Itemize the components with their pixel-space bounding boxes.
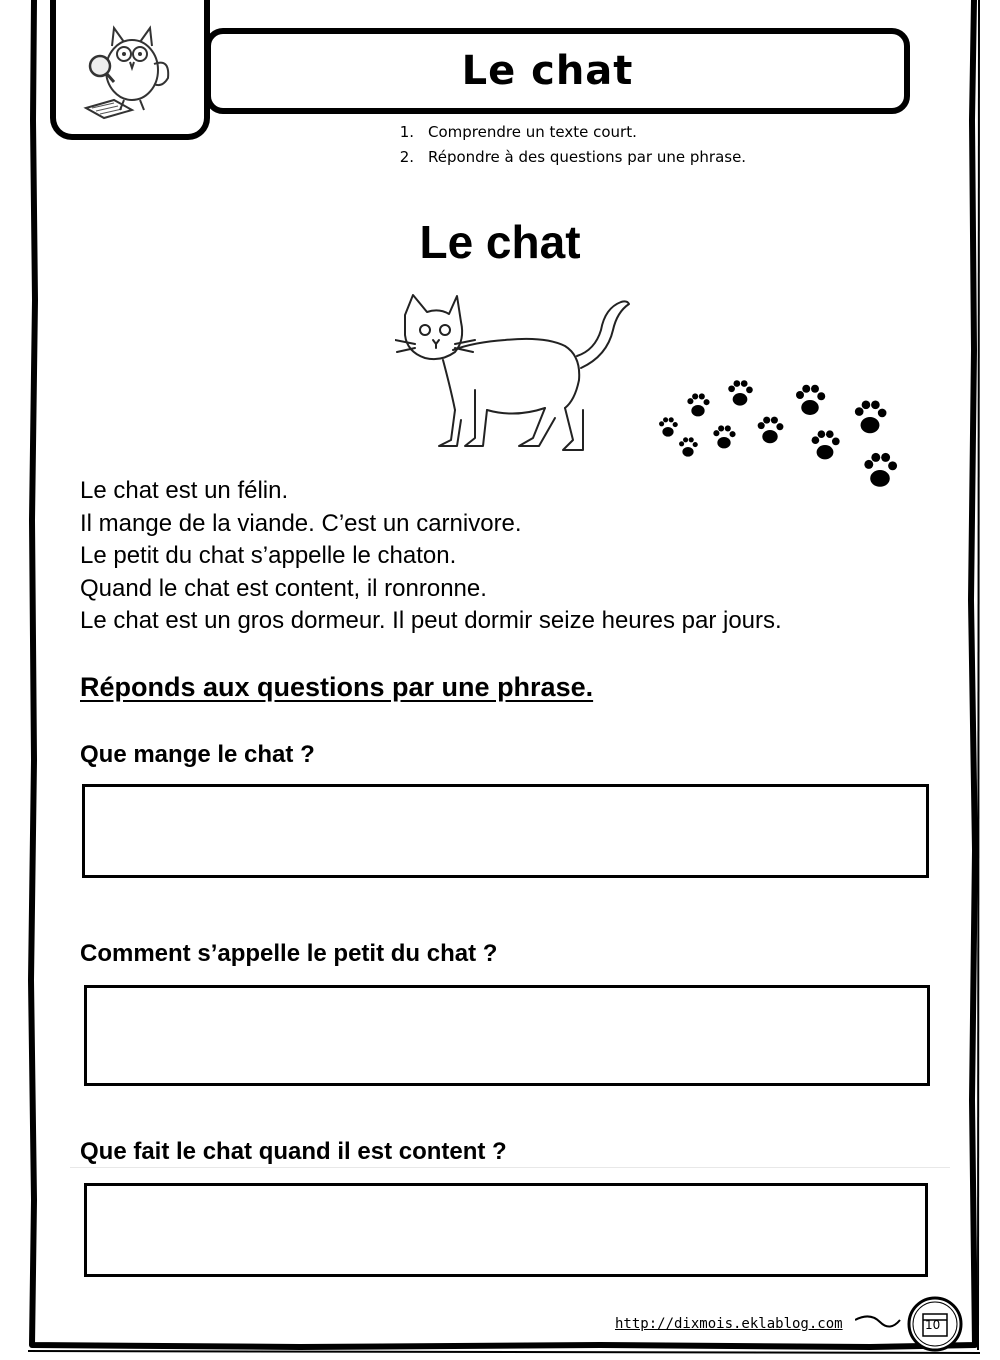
answer-box-3[interactable] bbox=[84, 1183, 928, 1277]
question-3: Que fait le chat quand il est content ? bbox=[80, 1138, 507, 1165]
story-line: Le petit du chat s’appelle le chaton. bbox=[80, 542, 457, 569]
answer-box-1[interactable] bbox=[82, 784, 929, 878]
objective-number: 2. bbox=[399, 148, 414, 166]
footer-url-link[interactable]: http://dixmois.eklablog.com bbox=[615, 1316, 843, 1332]
objective-item bbox=[380, 145, 746, 170]
story-line: Le chat est un félin. bbox=[80, 477, 289, 504]
story-text bbox=[80, 475, 782, 638]
story-line: Le chat est un gros dormeur. Il peut dormir seize heures par jours. bbox=[80, 607, 782, 634]
question-2: Comment s’appelle le petit du chat ? bbox=[80, 940, 498, 967]
divider bbox=[70, 1167, 950, 1168]
page-number-badge: 10 bbox=[925, 1318, 941, 1332]
calendar-badge-icon bbox=[855, 1292, 970, 1352]
objective-item bbox=[380, 120, 746, 145]
objective-number: 1. bbox=[399, 123, 414, 141]
owl-reading-icon bbox=[70, 18, 190, 128]
banner-title: Le chat bbox=[461, 48, 634, 94]
title-banner bbox=[205, 28, 910, 114]
story-line: Quand le chat est content, il ronronne. bbox=[80, 574, 487, 602]
question-1: Que mange le chat ? bbox=[80, 741, 315, 768]
objective-text: Répondre à des questions par une phrase. bbox=[428, 148, 747, 166]
page-title: Le chat bbox=[419, 216, 581, 268]
answer-box-2[interactable] bbox=[84, 985, 930, 1086]
story-line: Il mange de la viande. C’est un carnivore. bbox=[80, 509, 522, 537]
objectives-list bbox=[380, 120, 746, 170]
cat-illustration bbox=[395, 290, 635, 460]
instructions-heading: Réponds aux questions par une phrase. bbox=[80, 672, 594, 702]
owl-logo-box bbox=[50, 0, 210, 140]
objective-text: Comprendre un texte court. bbox=[428, 123, 637, 141]
